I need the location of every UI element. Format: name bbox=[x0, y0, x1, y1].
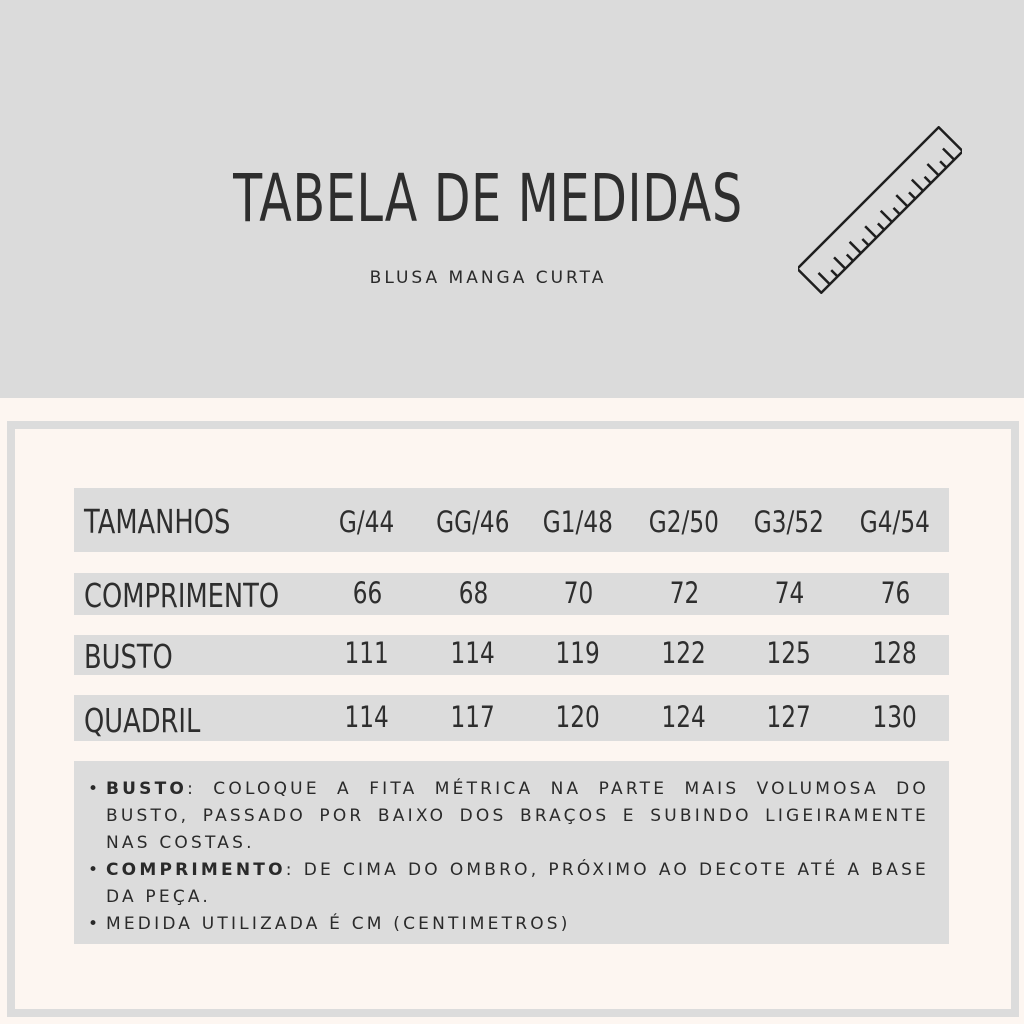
ruler-tick bbox=[847, 255, 853, 261]
ruler-tick bbox=[831, 270, 837, 276]
table-cell: 130 bbox=[872, 700, 918, 734]
ruler-tick bbox=[912, 180, 923, 191]
table-cell: 119 bbox=[555, 636, 601, 670]
ruler-tick bbox=[909, 192, 915, 198]
size-header-cell: G2/50 bbox=[648, 505, 720, 539]
page-title: TABELA DE MEDIDAS bbox=[233, 160, 743, 237]
note-term: BUSTO bbox=[106, 779, 188, 799]
note-text: : DE CIMA DO OMBRO, PRÓXIMO AO DECOTE ATÉ A BASE DA PEÇA. bbox=[106, 860, 929, 907]
ruler-tick bbox=[896, 195, 907, 206]
ruler-tick bbox=[850, 242, 861, 253]
ruler-tick bbox=[927, 164, 938, 175]
table-cell: 114 bbox=[450, 636, 496, 670]
table-cell: 122 bbox=[661, 636, 707, 670]
size-header-cell: G3/52 bbox=[753, 505, 825, 539]
ruler-tick bbox=[862, 239, 868, 245]
ruler-tick bbox=[925, 177, 931, 183]
header-section bbox=[0, 0, 1024, 398]
ruler-tick bbox=[878, 223, 884, 229]
table-row-busto bbox=[74, 635, 949, 675]
ruler-tick bbox=[943, 148, 954, 159]
table-row-comprimento bbox=[74, 573, 949, 615]
ruler-tick bbox=[940, 161, 946, 167]
table-cell: 74 bbox=[774, 576, 804, 610]
ruler-tick bbox=[865, 226, 876, 237]
table-header-row bbox=[74, 488, 949, 552]
table-cell: 125 bbox=[766, 636, 812, 670]
ruler-tick bbox=[893, 208, 899, 214]
table-cell: 128 bbox=[872, 636, 918, 670]
table-cell: 111 bbox=[344, 636, 390, 670]
table-row-quadril bbox=[74, 695, 949, 741]
bullet-icon: • bbox=[88, 779, 102, 799]
table-cell: 76 bbox=[880, 576, 910, 610]
table-cell: 70 bbox=[563, 576, 593, 610]
size-header-cell: G1/48 bbox=[542, 505, 614, 539]
note-term: COMPRIMENTO bbox=[106, 860, 286, 880]
table-cell: 120 bbox=[555, 700, 601, 734]
row-label: QUADRIL bbox=[84, 701, 201, 740]
note-text: : COLOQUE A FITA MÉTRICA NA PARTE MAIS VOLUMOSA DO BUSTO, PASSADO POR BAIXO DOS BRAÇOS E SUBINDO LIGEIRAMENTE NAS COSTAS. bbox=[106, 779, 929, 853]
note-item-unit bbox=[88, 911, 929, 938]
size-header-cell: GG/46 bbox=[436, 505, 510, 539]
table-cell: 68 bbox=[458, 576, 488, 610]
ruler-icon bbox=[798, 126, 962, 294]
note-text: MEDIDA UTILIZADA É CM (CENTIMETROS) bbox=[106, 914, 571, 934]
bullet-icon: • bbox=[88, 860, 102, 880]
table-cell: 72 bbox=[669, 576, 699, 610]
table-cell: 66 bbox=[352, 576, 382, 610]
row-label: COMPRIMENTO bbox=[84, 576, 280, 615]
size-header-cell: G/44 bbox=[339, 505, 395, 539]
ruler-tick bbox=[818, 273, 829, 284]
table-cell: 117 bbox=[450, 700, 496, 734]
size-header-cell: G4/54 bbox=[859, 505, 931, 539]
header-label-tamanhos: TAMANHOS bbox=[84, 502, 231, 541]
note-item-busto bbox=[88, 776, 929, 857]
table-cell: 124 bbox=[661, 700, 707, 734]
table-cell: 127 bbox=[766, 700, 812, 734]
measurement-notes bbox=[74, 761, 949, 944]
ruler-tick bbox=[881, 211, 892, 222]
ruler-tick bbox=[834, 257, 845, 268]
note-item-comprimento bbox=[88, 857, 929, 911]
bullet-icon: • bbox=[88, 914, 102, 934]
row-label: BUSTO bbox=[84, 637, 173, 676]
table-cell: 114 bbox=[344, 700, 390, 734]
page-subtitle: BLUSA MANGA CURTA bbox=[369, 268, 607, 288]
